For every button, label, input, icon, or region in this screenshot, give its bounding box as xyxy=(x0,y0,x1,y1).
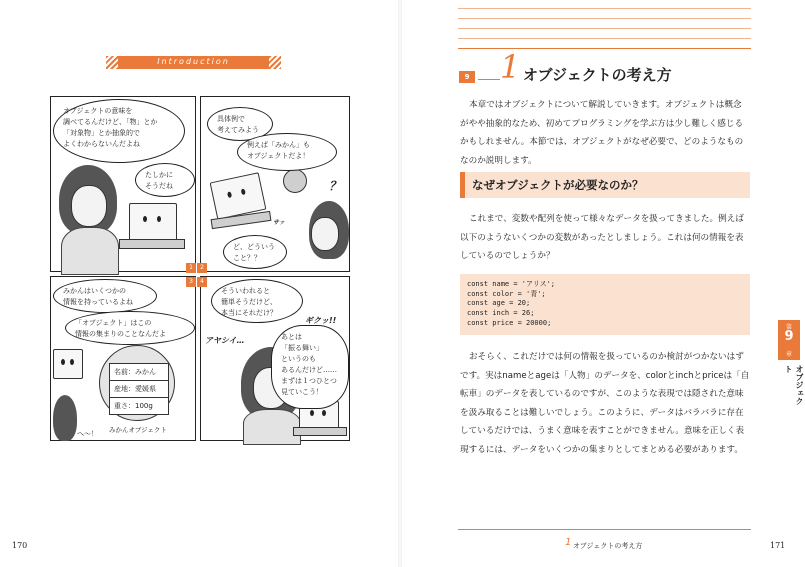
manga-panel-3 xyxy=(50,276,196,441)
subheading-accent-bar xyxy=(460,172,465,198)
footer-title: オブジェクトの考え方 xyxy=(573,542,643,550)
paragraph-3: おそらく、これだけでは何の情報を扱っているのか検討がつかないはずです。実はnameとageは「人物」のデータを、colorとinchとpriceは「自転車」のデータを表しているのですが、このような表現では隠された意味を汲み取ることは難しいでしょう。このように、データはバラバラに存在しているだけでは、うまく意味を表すことができません。意味を正しく表現するには、データをいくつかの集まりとしてまとめる必要があります。 xyxy=(460,352,750,455)
chapter-prefix: 第 xyxy=(785,324,792,331)
subheading: なぜオブジェクトが必要なのか？ xyxy=(472,178,644,192)
sfx-question: ？ xyxy=(329,179,342,193)
code-line: const color = '青'; xyxy=(467,290,546,298)
speech-balloon: オブジェクトの意味を 調べてるんだけど、「物」とか 「対象物」とか抽象的で よくわからないんだよね xyxy=(53,99,185,163)
mikan-caption: みかんオブジェクト xyxy=(109,426,167,434)
section-number: 1 xyxy=(500,48,521,86)
intro-paragraph: 本章ではオブジェクトについて解説していきます。オブジェクトは概念がやや抽象的なため、初めてプログラミングを学ぶ方は少し難しく感じるかもしれません。本節では、オブジェクトがなぜ必要で、どのようなものなのか説明します。 xyxy=(460,100,744,166)
speech-balloon: 例えば「みかん」も オブジェクトだよ！ xyxy=(237,133,337,171)
page-number-left: 170 xyxy=(12,541,28,550)
code-line: const inch = 26; xyxy=(467,309,535,317)
code-line: const price = 20000; xyxy=(467,319,552,327)
speech-balloon: たしかに そうだね xyxy=(135,163,195,197)
panel-number: 3 xyxy=(186,277,196,287)
mikan-info-card xyxy=(109,363,169,415)
mikan-orange xyxy=(283,169,307,193)
speech-balloon: そういわれると 簡単そうだけど、 本当にそれだけ？ xyxy=(211,279,303,323)
laptop-keyboard xyxy=(293,427,347,436)
manga-panel-1 xyxy=(50,96,196,272)
speech-balloon: みかんはいくつかの 情報を持っているよね xyxy=(53,279,157,313)
girl-shirt xyxy=(61,227,119,275)
footer-rule xyxy=(458,529,751,530)
chapter-badge-line xyxy=(478,79,500,80)
introduction-label: Introduction xyxy=(157,57,230,66)
laptop-character-screen xyxy=(129,203,177,241)
chapter-tab-label: オブジェクト xyxy=(784,365,804,405)
speech-balloon: 具体例で 考えてみよう xyxy=(207,107,273,141)
laptop-keyboard xyxy=(119,239,185,249)
manga-panel-2 xyxy=(200,96,350,272)
panel-number: 1 xyxy=(186,263,196,273)
page-number-right: 171 xyxy=(770,541,786,550)
sfx-throw: サッ xyxy=(273,219,285,226)
left-page xyxy=(0,0,400,567)
code-line: const age = 20; xyxy=(467,299,531,307)
chapter-suffix: 章 xyxy=(785,351,792,358)
subheading-box xyxy=(460,172,750,198)
chapter-tab-box xyxy=(778,320,800,360)
introduction-banner xyxy=(117,56,270,69)
sfx-startle: ギクッ!! xyxy=(305,316,337,325)
girl-hair xyxy=(53,395,77,441)
manga-panel-4 xyxy=(200,276,350,441)
panel-number: 2 xyxy=(197,263,207,273)
chapter-side-tab xyxy=(778,320,804,410)
sfx-suspicious: アヤシイ… xyxy=(205,336,245,345)
section-title: オブジェクトの考え方 xyxy=(523,66,672,84)
chapter-number: 9 xyxy=(784,329,794,344)
reply-text: へ～！ xyxy=(77,430,98,438)
laptop-character-screen xyxy=(53,349,83,379)
paragraph-2: これまで、変数や配列を使って様々なデータを扱ってきました。例えば以下のようないくつかの変数があったとしましょう。これは何の情報を表しているのでしょうか？ xyxy=(460,214,744,261)
right-page xyxy=(400,0,804,567)
mikan-weight: 重さ：100g xyxy=(114,402,153,410)
mikan-origin: 産地：愛媛県 xyxy=(110,381,168,398)
girl-face xyxy=(71,185,107,227)
girl-face xyxy=(311,217,339,251)
chapter-badge: 9 xyxy=(459,71,475,83)
footer-section-number: 1 xyxy=(565,537,572,548)
code-line: const name = 'アリス'; xyxy=(467,280,556,288)
speech-balloon: ど、どういう こと？？ xyxy=(223,235,287,269)
code-block xyxy=(460,274,750,335)
panel-number: 4 xyxy=(197,277,207,287)
mikan-name: 名前：みかん xyxy=(110,364,168,381)
speech-balloon: あとは 「振る舞い」 というのも あるんだけど…… まずは１つひとつ 見ていこう！ xyxy=(271,325,349,409)
speech-balloon: 「オブジェクト」はこの 情報の集まりのことなんだよ xyxy=(65,311,195,345)
manga-comic xyxy=(50,96,350,441)
